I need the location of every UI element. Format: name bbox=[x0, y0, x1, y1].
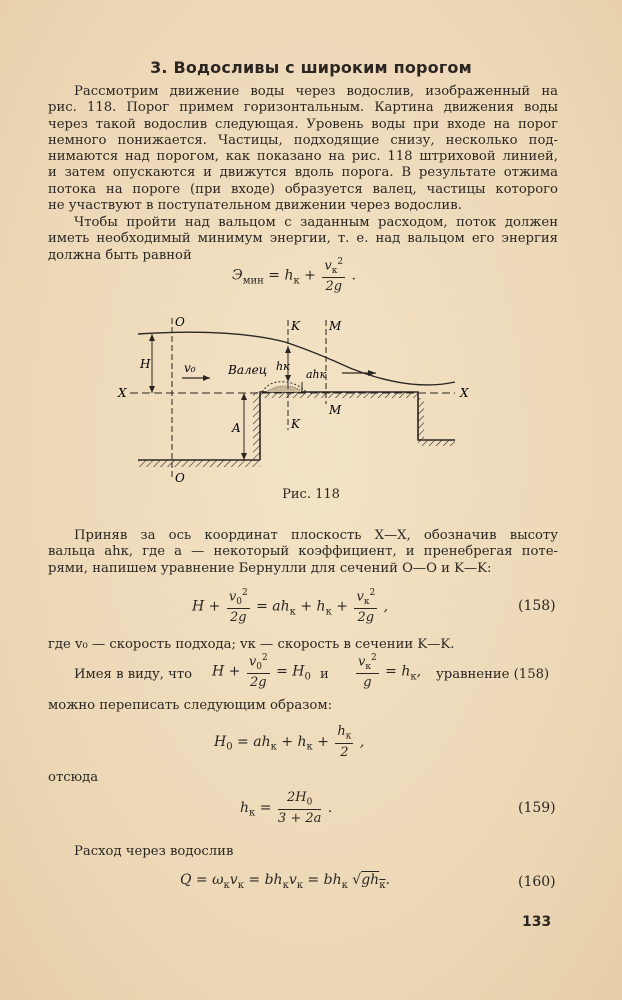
flow-text: Расход через водослив bbox=[74, 844, 234, 859]
equation-158-number: (158) bbox=[518, 598, 556, 614]
where-text: где v₀ — скорость подхода; vк — скорость в сечении K—K. bbox=[48, 637, 455, 652]
label-v0: v₀ bbox=[184, 361, 196, 375]
equation-160: $Q = \omega_кv_к = bh_кv_к = bh_к$ $√gh_к$. bbox=[180, 872, 390, 891]
figure-caption: Рис. 118 bbox=[282, 487, 340, 502]
label-k-top: K bbox=[291, 319, 300, 333]
label-valets: Валец bbox=[228, 363, 268, 377]
equation-158: H + $\frac{v_0^2}{2g}$ = $ah_к + h_к$ + $\frac{v_к^2}{2g}$ , bbox=[192, 588, 389, 625]
text-line: Чтобы пройти над вальцом с заданным расходом, поток должен bbox=[74, 215, 558, 230]
equation-h0: $H_0 = ah_к + h_к$ + $\frac{h_к}{2}$ , bbox=[214, 724, 365, 760]
label-o-top: O bbox=[175, 315, 185, 329]
page-number: 133 bbox=[522, 914, 552, 930]
text-line: Приняв за ось координат плоскость X—X, обозначив высоту bbox=[74, 528, 558, 543]
text-line: через такой водослив следующая. Уровень воды при входе на порог bbox=[48, 116, 558, 132]
weir-diagram bbox=[110, 312, 490, 484]
formula-emin: $Э_{мин} = h_к$ + $\frac{v_к^2}{2g}$ . bbox=[232, 257, 356, 294]
paragraph-bernoulli bbox=[48, 528, 558, 577]
label-hk: hк bbox=[276, 360, 290, 373]
label-x-left: X bbox=[118, 386, 127, 400]
text-line: не участвуют в поступательном движении через водослив. bbox=[48, 198, 462, 214]
text-line: вальца ahк, где a — некоторый коэффициент, и пренебрегая поте- bbox=[48, 544, 558, 560]
given-start: Имея в виду, что bbox=[74, 667, 193, 682]
text-line: должна быть равной bbox=[48, 247, 192, 263]
given-and: и bbox=[320, 667, 329, 682]
hence-text: отсюда bbox=[48, 770, 99, 785]
weir-sill bbox=[260, 392, 455, 460]
text-line: потока на пороге (при входе) образуется валец, частицы которого bbox=[48, 181, 558, 197]
label-k-bottom: K bbox=[291, 417, 300, 431]
water-surface-line bbox=[138, 332, 455, 385]
section-heading: 3. Водосливы с широким порогом bbox=[150, 58, 472, 77]
given-formula-1: H + $\frac{v_0^2}{2g}$ = $H_0$ bbox=[212, 653, 311, 690]
text-line: Рассмотрим движение воды через водослив, изображенный на bbox=[74, 84, 558, 99]
text-line: нимаются над порогом, как показано на рис. 118 штриховой линией, bbox=[48, 149, 558, 165]
given-formula-2: $\frac{v_к^2}{g}$ = $h_к$, bbox=[358, 653, 422, 690]
equation-159: $h_к$ = $\frac{2H_0}{3 + 2a}$ . bbox=[240, 790, 333, 826]
equation-160-number: (160) bbox=[518, 874, 556, 890]
label-h: H bbox=[140, 357, 151, 371]
text-line: иметь необходимый минимум энергии, т. е. над вальцом его энергия bbox=[48, 231, 558, 247]
label-x-right: X bbox=[460, 386, 469, 400]
given-end: уравнение (158) bbox=[436, 667, 550, 682]
text-line: рями, напишем уравнение Бернулли для сечений O—O и K—K: bbox=[48, 560, 492, 576]
label-ahk: ahк bbox=[306, 368, 327, 381]
label-m-bottom: M bbox=[329, 403, 342, 417]
paragraph-intro bbox=[48, 84, 558, 214]
label-m-top: M bbox=[329, 319, 342, 333]
label-o-bottom: O bbox=[175, 471, 185, 484]
text-line: немного понижается. Частицы, подходящие снизу, несколько под- bbox=[48, 132, 558, 148]
given-line2: можно переписать следующим образом: bbox=[48, 698, 333, 713]
text-line: и затем опускаются и движутся вдоль порога. В результате отжима bbox=[48, 165, 558, 181]
label-a: A bbox=[232, 421, 241, 435]
text-line: рис. 118. Порог примем горизонтальным. Картина движения воды bbox=[48, 100, 558, 116]
equation-159-number: (159) bbox=[518, 800, 556, 816]
